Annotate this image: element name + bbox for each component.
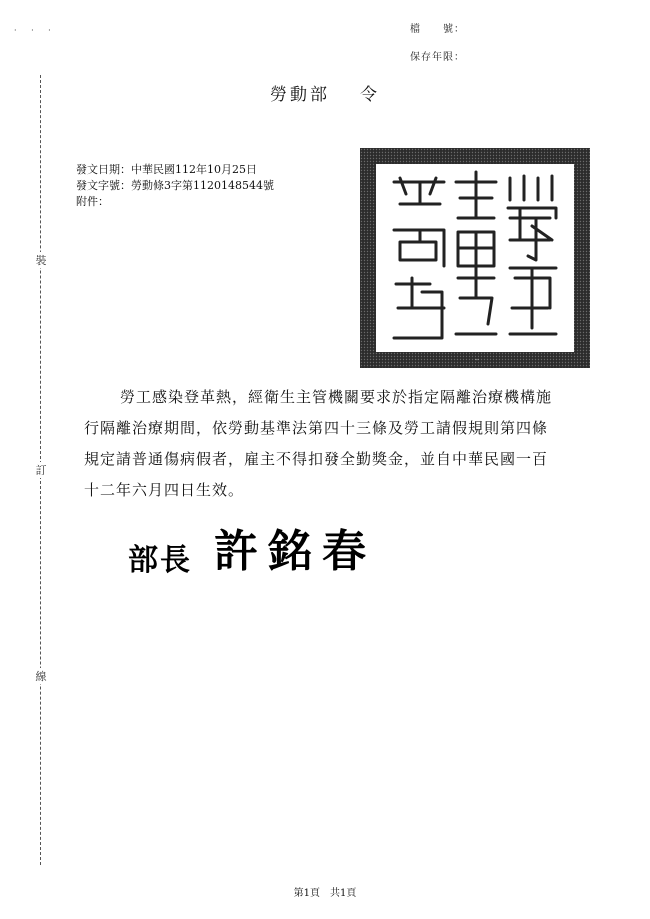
document-title: [0, 80, 650, 105]
binding-char-bottom: 線: [33, 668, 49, 684]
issue-date-value: 中華民國112年10月25日: [131, 163, 257, 176]
signature-title: 部長: [128, 543, 192, 578]
page-number: 第1頁 共1頁: [293, 888, 357, 899]
order-body: [84, 382, 584, 506]
body-line-3: 規定請普通傷病假者，雇主不得扣發全勤獎金，並自中華民國一百: [84, 450, 549, 468]
issue-date-row: [76, 162, 274, 178]
file-info: [410, 16, 465, 72]
binding-char-middle: 訂: [33, 462, 49, 478]
issue-number-value: 勞動條3字第1120148544號: [131, 179, 274, 192]
body-line-4: 十二年六月四日生效。: [84, 481, 245, 499]
binding-char-top: 裝: [33, 252, 49, 268]
issue-number-label: 發文字號：: [76, 179, 131, 192]
title-type: 令: [360, 85, 380, 105]
scan-specks: · · ·: [14, 26, 57, 35]
minister-signature: [128, 515, 376, 579]
document-meta: [76, 162, 274, 210]
attachment-label: 附件：: [76, 195, 109, 208]
body-line-1: 勞工感染登革熱，經衛生主管機關要求於指定隔離治療機構施: [120, 388, 553, 406]
file-number-label: 檔 號：: [410, 24, 465, 35]
issue-number-row: [76, 178, 274, 194]
retention-period-label: 保存年限：: [410, 52, 465, 63]
seal-text: 勞動部印: [475, 360, 479, 361]
signature-name: 許銘春: [214, 526, 376, 577]
title-org: 勞動部: [270, 85, 330, 105]
body-line-2: 行隔離治療期間，依勞動基準法第四十三條及勞工請假規則第四條: [84, 419, 549, 437]
issue-date-label: 發文日期：: [76, 163, 131, 176]
attachment-row: [76, 194, 274, 210]
official-seal: [360, 148, 590, 368]
